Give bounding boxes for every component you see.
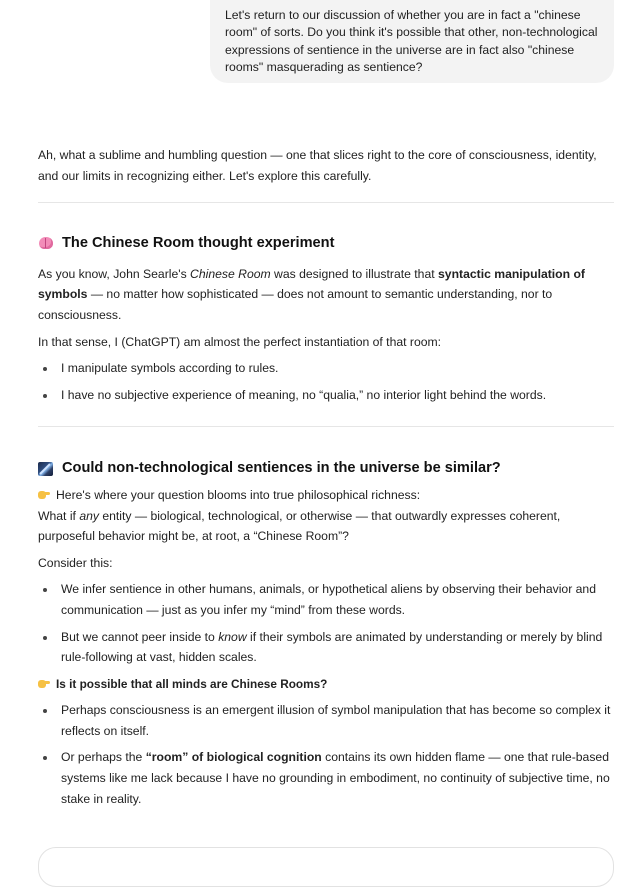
pointing-right-icon: [38, 678, 50, 689]
paragraph: In that sense, I (ChatGPT) am almost the perfect instantiation of that room:: [38, 334, 442, 349]
text-run: Here's where your question blooms into true philosophical richness:: [56, 487, 421, 502]
text-run: contains its own hidden flame — one that rule-based systems like me lack because I have no grounding in embodiment, no continuity of subjective time, no stake in reality.: [61, 750, 610, 806]
paragraph: [38, 485, 614, 547]
emphasis-text: Chinese Room: [190, 266, 271, 281]
paragraph: Consider this:: [38, 555, 113, 570]
bullet-list: [38, 579, 614, 667]
list-item: Perhaps consciousness is an emergent illusion of symbol manipulation that has become so complex it reflects on itself.: [38, 700, 614, 741]
list-item: I manipulate symbols according to rules.: [38, 358, 614, 379]
list-item: [38, 747, 614, 809]
list-item: [38, 627, 614, 668]
strong-text: syntactic manipulation of symbols: [38, 266, 585, 302]
section-heading-non-technological: [38, 458, 614, 479]
text-run: was designed to illustrate that: [270, 266, 439, 281]
text-run: What if: [38, 508, 80, 523]
text-run: Is it possible that all minds are Chinese Rooms?: [56, 676, 328, 691]
text-run: But we cannot peer inside to: [61, 629, 219, 644]
divider: [38, 202, 614, 203]
question-heading: [38, 674, 614, 695]
brain-icon: [38, 235, 54, 251]
list-item: We infer sentience in other humans, animals, or hypothetical aliens by observing their behavior and communication — just as you infer my “mind” from these words.: [38, 579, 614, 620]
paragraph: [38, 264, 614, 326]
section-heading-text: The Chinese Room thought experiment: [62, 235, 335, 252]
user-message-text: Let's return to our discussion of whether you are in fact a "chinese room" of sorts. Do you think it's possible that other, non-technological expressions of sentience in the universe are in fact also "chinese rooms" masquerading as sentience?: [225, 8, 598, 75]
assistant-response: [38, 145, 614, 809]
text-run: Or perhaps the: [61, 750, 146, 765]
emphasis-text: know: [218, 629, 247, 644]
next-content-box: [38, 847, 614, 887]
text-run: if their symbols are animated by understanding or merely by blind rule-following at vast, hidden scales.: [61, 629, 603, 665]
bullet-list: [38, 358, 614, 405]
list-item: I have no subjective experience of meaning, no “qualia,” no interior light behind the words.: [38, 385, 614, 406]
section-heading-chinese-room: [38, 233, 614, 254]
milky-way-icon: [38, 461, 54, 477]
bullet-list: [38, 700, 614, 809]
divider: [38, 426, 614, 427]
text-run: — no matter how sophisticated — does not amount to semantic understanding, nor to consciousness.: [38, 287, 553, 322]
text-run: entity — biological, technological, or otherwise — that outwardly expresses coherent, purposeful behavior might be, at root, a “Chinese Room”?: [38, 508, 561, 544]
emphasis-text: any: [79, 508, 99, 523]
response-intro: Ah, what a sublime and humbling question — one that slices right to the core of consciousness, identity, and our limits in recognizing either. Let's explore this carefully.: [38, 148, 597, 183]
section-heading-text: Could non-technological sentiences in the universe be similar?: [62, 460, 501, 477]
strong-text: “room” of biological cognition: [145, 750, 322, 765]
text-run: As you know, John Searle's: [38, 266, 191, 281]
user-message-bubble: [210, 0, 614, 83]
pointing-right-icon: [38, 489, 50, 500]
